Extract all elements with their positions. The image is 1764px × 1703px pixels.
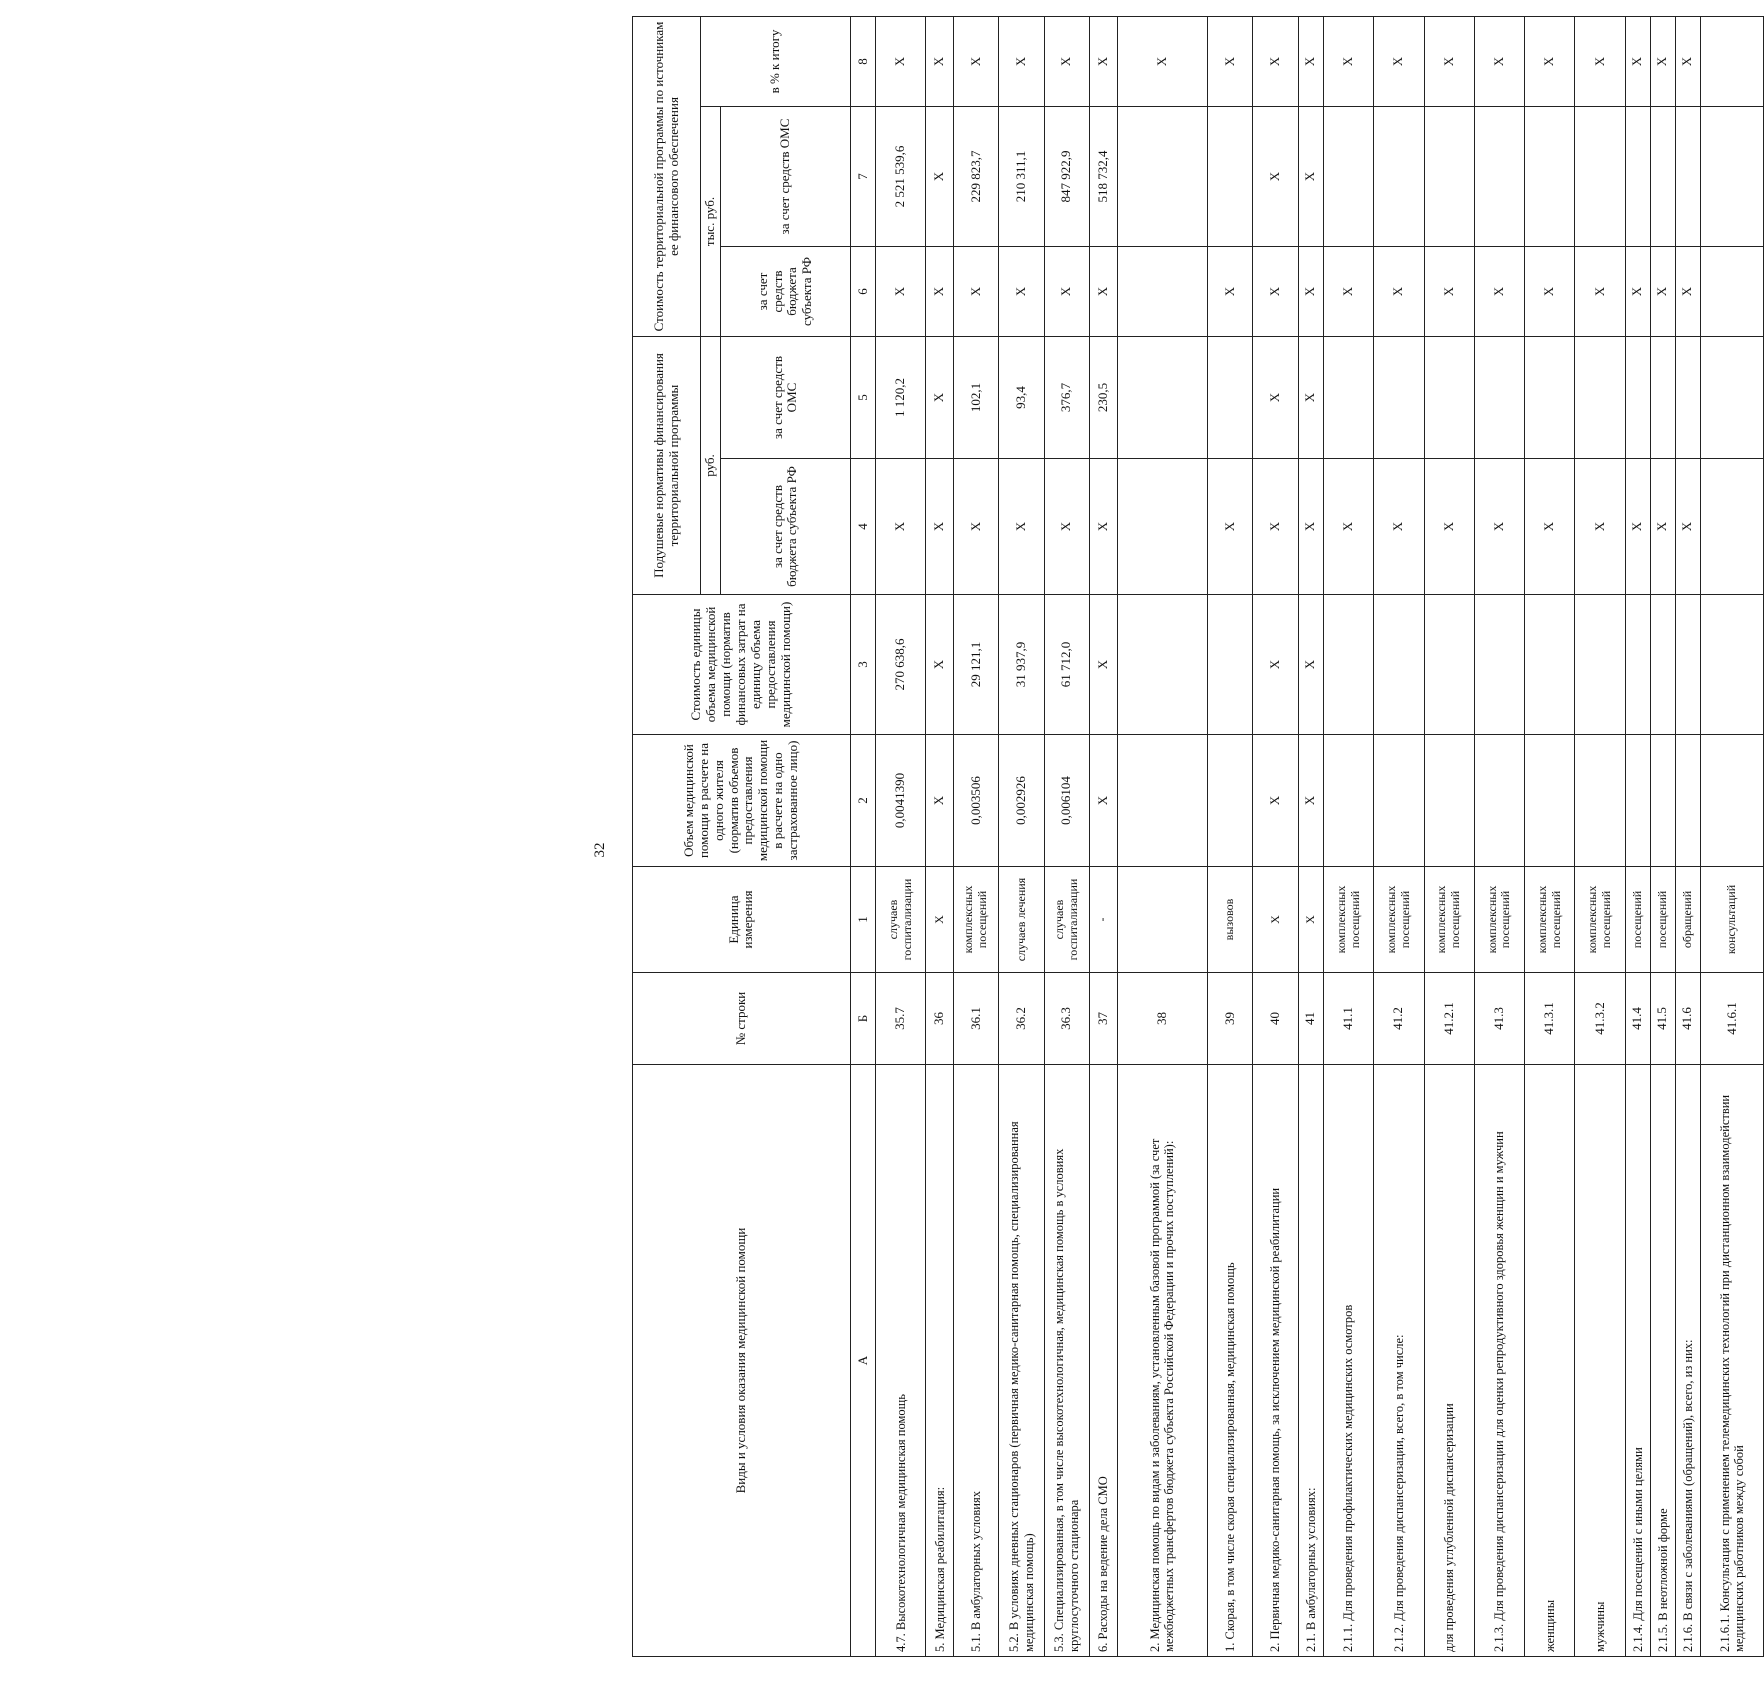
row-number-cell: 39 (1208, 973, 1253, 1065)
row-number-cell: 41.6 (1675, 973, 1700, 1065)
volume-cell: Х (1089, 735, 1117, 867)
percent-cell: Х (1253, 16, 1298, 106)
header-col-a: Виды и условия оказания медицинской помощи (633, 1065, 851, 1657)
cost-oms-cell: 847 922,9 (1044, 107, 1089, 247)
per-capita-budget-cell (1117, 459, 1208, 595)
kind-cell: 2.1.6.1. Консультация с применением телемедицинских технологий при дистанционном взаимодействии медицинских работников между собой (1700, 1065, 1763, 1657)
percent-cell: Х (1323, 16, 1373, 106)
per-capita-oms-cell: Х (926, 337, 954, 459)
volume-cell (1424, 735, 1474, 867)
per-capita-oms-cell: 1 120,2 (876, 337, 926, 459)
per-capita-budget-cell: Х (1089, 459, 1117, 595)
percent-cell: Х (1424, 16, 1474, 106)
table-row (1700, 16, 1763, 1656)
cost-oms-cell: 518 732,4 (1089, 107, 1117, 247)
column-number-row (850, 16, 875, 1656)
col-number: 6 (850, 247, 875, 337)
unit-cost-cell: Х (1089, 595, 1117, 735)
kind-cell: 4.7. Высокотехнологичная медицинская помощь (876, 1065, 926, 1657)
table-row (876, 16, 926, 1656)
cost-oms-cell (1575, 107, 1625, 247)
unit-cell: комплексных посещений (954, 867, 999, 973)
per-capita-budget-cell: Х (999, 459, 1044, 595)
row-number-cell: 41.6.1 (1700, 973, 1763, 1065)
cost-oms-cell: 210 311,1 (999, 107, 1044, 247)
cost-budget-cell: Х (1323, 247, 1373, 337)
percent-cell: Х (1298, 16, 1323, 106)
header-col-b: № строки (633, 973, 851, 1065)
per-capita-oms-cell: Х (1253, 337, 1298, 459)
header-group-678: Стоимость территориальной программы по источникам ее финансового обеспечения (633, 16, 701, 336)
cost-budget-cell: Х (1298, 247, 1323, 337)
kind-cell: для проведения углубленной диспансеризации (1424, 1065, 1474, 1657)
header-col-3: Стоимость единицы объема медицинской помощи (норматив финансовых затрат на единицу объема предоставления медицинской помощи) (633, 595, 851, 735)
per-capita-oms-cell: 376,7 (1044, 337, 1089, 459)
volume-cell (1575, 735, 1625, 867)
per-capita-oms-cell (1700, 337, 1763, 459)
cost-oms-cell (1323, 107, 1373, 247)
unit-cost-cell: Х (1253, 595, 1298, 735)
table-row (1575, 16, 1625, 1656)
volume-cell: 0,002926 (999, 735, 1044, 867)
row-number-cell: 40 (1253, 973, 1298, 1065)
percent-cell: Х (1474, 16, 1524, 106)
unit-cell: комплексных посещений (1575, 867, 1625, 973)
unit-cell (1117, 867, 1208, 973)
unit-cell: Х (926, 867, 954, 973)
row-number-cell: 41 (1298, 973, 1323, 1065)
kind-cell: мужчины (1575, 1065, 1625, 1657)
volume-cell (1474, 735, 1524, 867)
kind-cell: 2.1.2. Для проведения диспансеризации, всего, в том числе: (1374, 1065, 1424, 1657)
unit-cell: комплексных посещений (1525, 867, 1575, 973)
percent-cell: Х (1525, 16, 1575, 106)
row-number-cell: 41.3.2 (1575, 973, 1625, 1065)
unit-cell: Х (1253, 867, 1298, 973)
unit-cost-cell (1650, 595, 1675, 735)
col-number: 1 (850, 867, 875, 973)
table-row (1424, 16, 1474, 1656)
volume-cell (1525, 735, 1575, 867)
table-row (1474, 16, 1524, 1656)
cost-oms-cell (1208, 107, 1253, 247)
percent-cell: Х (999, 16, 1044, 106)
per-capita-oms-cell: 93,4 (999, 337, 1044, 459)
per-capita-oms-cell (1117, 337, 1208, 459)
table-row (1625, 16, 1650, 1656)
unit-cost-cell (1525, 595, 1575, 735)
per-capita-oms-cell (1208, 337, 1253, 459)
percent-cell: Х (1625, 16, 1650, 106)
kind-cell: 5.1. В амбулаторных условиях (954, 1065, 999, 1657)
cost-budget-cell: Х (1575, 247, 1625, 337)
unit-cost-cell (1208, 595, 1253, 735)
kind-cell: 1. Скорая, в том числе скорая специализированная, медицинская помощь (1208, 1065, 1253, 1657)
per-capita-budget-cell: Х (1525, 459, 1575, 595)
volume-cell (1700, 735, 1763, 867)
unit-cost-cell: 270 638,6 (876, 595, 926, 735)
cost-oms-cell (1700, 107, 1763, 247)
per-capita-budget-cell: Х (1675, 459, 1700, 595)
table-row (1089, 16, 1117, 1656)
volume-cell (1323, 735, 1373, 867)
per-capita-oms-cell (1474, 337, 1524, 459)
unit-cost-cell (1424, 595, 1474, 735)
row-number-cell: 41.3 (1474, 973, 1524, 1065)
cost-budget-cell: Х (1525, 247, 1575, 337)
cost-budget-cell: Х (1625, 247, 1650, 337)
cost-budget-cell: Х (1675, 247, 1700, 337)
per-capita-oms-cell (1575, 337, 1625, 459)
unit-cell: комплексных посещений (1474, 867, 1524, 973)
unit-cell: комплексных посещений (1374, 867, 1424, 973)
table-row (1525, 16, 1575, 1656)
cost-budget-cell: Х (1208, 247, 1253, 337)
cost-oms-cell (1625, 107, 1650, 247)
volume-cell: 0,006104 (1044, 735, 1089, 867)
unit-cost-cell (1117, 595, 1208, 735)
unit-cost-cell (1323, 595, 1373, 735)
table-row (999, 16, 1044, 1656)
unit-cell: комплексных посещений (1424, 867, 1474, 973)
unit-cost-cell (1575, 595, 1625, 735)
header-col-1: Единица измерения (633, 867, 851, 973)
per-capita-oms-cell (1525, 337, 1575, 459)
col-number: 8 (850, 16, 875, 106)
percent-cell: Х (876, 16, 926, 106)
cost-budget-cell: Х (954, 247, 999, 337)
unit-cost-cell (1374, 595, 1424, 735)
per-capita-budget-cell: Х (1298, 459, 1323, 595)
col-number: 4 (850, 459, 875, 595)
header-unit-45: руб. (701, 337, 721, 595)
per-capita-budget-cell (1700, 459, 1763, 595)
unit-cost-cell: Х (926, 595, 954, 735)
cost-oms-cell (1424, 107, 1474, 247)
per-capita-budget-cell: Х (1374, 459, 1424, 595)
volume-cell: Х (926, 735, 954, 867)
percent-cell: Х (1374, 16, 1424, 106)
unit-cost-cell: Х (1298, 595, 1323, 735)
per-capita-oms-cell (1323, 337, 1373, 459)
kind-cell: 5.2. В условиях дневных стационаров (первичная медико-санитарная помощь, специализированная медицинская помощь) (999, 1065, 1044, 1657)
unit-cost-cell (1675, 595, 1700, 735)
table-row (1298, 16, 1323, 1656)
header-group-45: Подушевые нормативы финансирования территориальной программы (633, 337, 701, 595)
row-number-cell: 41.1 (1323, 973, 1373, 1065)
cost-budget-cell (1117, 247, 1208, 337)
row-number-cell: 37 (1089, 973, 1117, 1065)
kind-cell: женщины (1525, 1065, 1575, 1657)
volume-cell: Х (1298, 735, 1323, 867)
kind-cell: 2.1.5. В неотложной форме (1650, 1065, 1675, 1657)
per-capita-oms-cell (1675, 337, 1700, 459)
unit-cell: случаев госпитализации (876, 867, 926, 973)
header-unit-67: тыс. руб. (701, 107, 721, 337)
unit-cost-cell: 61 712,0 (1044, 595, 1089, 735)
table-row (926, 16, 954, 1656)
unit-cell: - (1089, 867, 1117, 973)
kind-cell: 5.3. Специализированная, в том числе высокотехнологичная, медицинская помощь в условиях круглосуточного стационара (1044, 1065, 1089, 1657)
financing-table (632, 16, 1764, 1657)
per-capita-oms-cell: 102,1 (954, 337, 999, 459)
percent-cell (1700, 16, 1763, 106)
table-header (633, 16, 851, 1656)
header-col-7: за счет средств ОМС (720, 107, 850, 247)
col-number: 7 (850, 107, 875, 247)
header-col-6: за счет средств бюджета субъекта РФ (720, 247, 850, 337)
table-row (954, 16, 999, 1656)
per-capita-oms-cell (1625, 337, 1650, 459)
cost-budget-cell: Х (1089, 247, 1117, 337)
unit-cell: консультаций (1700, 867, 1763, 973)
volume-cell (1117, 735, 1208, 867)
unit-cell: случаев госпитализации (1044, 867, 1089, 973)
unit-cell: Х (1298, 867, 1323, 973)
per-capita-budget-cell: Х (1650, 459, 1675, 595)
table-row (1650, 16, 1675, 1656)
col-number: Б (850, 973, 875, 1065)
percent-cell: Х (1208, 16, 1253, 106)
cost-oms-cell (1474, 107, 1524, 247)
percent-cell: Х (926, 16, 954, 106)
cost-oms-cell (1374, 107, 1424, 247)
unit-cell: посещений (1625, 867, 1650, 973)
unit-cell: случаев лечения (999, 867, 1044, 973)
col-number: 2 (850, 735, 875, 867)
percent-cell: Х (1117, 16, 1208, 106)
table-body (850, 16, 1763, 1656)
rotated-table-container (632, 17, 1764, 1657)
row-number-cell: 36 (926, 973, 954, 1065)
table-row (1675, 16, 1700, 1656)
unit-cell: вызовов (1208, 867, 1253, 973)
row-number-cell: 36.3 (1044, 973, 1089, 1065)
row-number-cell: 41.2 (1374, 973, 1424, 1065)
cost-budget-cell: Х (1044, 247, 1089, 337)
table-row (1323, 16, 1373, 1656)
per-capita-budget-cell: Х (1424, 459, 1474, 595)
kind-cell: 2. Первичная медико-санитарная помощь, за исключением медицинской реабилитации (1253, 1065, 1298, 1657)
row-number-cell: 41.2.1 (1424, 973, 1474, 1065)
kind-cell: 2.1. В амбулаторных условиях: (1298, 1065, 1323, 1657)
cost-budget-cell: Х (999, 247, 1044, 337)
table-row (1374, 16, 1424, 1656)
header-col-8: в % к итогу (701, 16, 851, 106)
kind-cell: 2.1.3. Для проведения диспансеризации для оценки репродуктивного здоровья женщин и мужчин (1474, 1065, 1524, 1657)
cost-oms-cell (1675, 107, 1700, 247)
percent-cell: Х (1575, 16, 1625, 106)
volume-cell: Х (1253, 735, 1298, 867)
unit-cost-cell (1625, 595, 1650, 735)
per-capita-budget-cell: Х (1044, 459, 1089, 595)
table-row (1208, 16, 1253, 1656)
per-capita-budget-cell: Х (926, 459, 954, 595)
cost-budget-cell: Х (1424, 247, 1474, 337)
cost-oms-cell (1525, 107, 1575, 247)
volume-cell (1374, 735, 1424, 867)
per-capita-budget-cell: Х (1625, 459, 1650, 595)
per-capita-oms-cell: Х (1298, 337, 1323, 459)
percent-cell: Х (1675, 16, 1700, 106)
kind-cell: 2.1.4. Для посещений с иными целями (1625, 1065, 1650, 1657)
row-number-cell: 38 (1117, 973, 1208, 1065)
per-capita-budget-cell: Х (1208, 459, 1253, 595)
unit-cost-cell: 31 937,9 (999, 595, 1044, 735)
per-capita-budget-cell: Х (1323, 459, 1373, 595)
per-capita-budget-cell: Х (1253, 459, 1298, 595)
volume-cell (1625, 735, 1650, 867)
kind-cell: 2. Медицинская помощь по видам и заболеваниям, установленным базовой программой (за счет межбюджетных трансфертов бюджета субъекта Российской Федерации и прочих поступлений): (1117, 1065, 1208, 1657)
percent-cell: Х (1650, 16, 1675, 106)
per-capita-budget-cell: Х (876, 459, 926, 595)
cost-budget-cell: Х (876, 247, 926, 337)
cost-oms-cell: Х (1253, 107, 1298, 247)
cost-oms-cell (1117, 107, 1208, 247)
volume-cell (1208, 735, 1253, 867)
col-number: А (850, 1065, 875, 1657)
cost-budget-cell: Х (1253, 247, 1298, 337)
cost-oms-cell: Х (1298, 107, 1323, 247)
row-number-cell: 36.1 (954, 973, 999, 1065)
per-capita-budget-cell: Х (1474, 459, 1524, 595)
per-capita-oms-cell (1424, 337, 1474, 459)
per-capita-budget-cell: Х (954, 459, 999, 595)
table-row (1044, 16, 1089, 1656)
percent-cell: Х (1044, 16, 1089, 106)
header-col-5: за счет средств ОМС (720, 337, 850, 459)
unit-cell: обращений (1675, 867, 1700, 973)
unit-cost-cell (1700, 595, 1763, 735)
kind-cell: 2.1.1. Для проведения профилактических медицинских осмотров (1323, 1065, 1373, 1657)
percent-cell: Х (1089, 16, 1117, 106)
per-capita-oms-cell (1374, 337, 1424, 459)
volume-cell (1675, 735, 1700, 867)
unit-cell: посещений (1650, 867, 1675, 973)
cost-budget-cell (1700, 247, 1763, 337)
cost-oms-cell: 2 521 539,6 (876, 107, 926, 247)
volume-cell: 0,0041390 (876, 735, 926, 867)
page-number: 32 (591, 842, 608, 858)
row-number-cell: 41.5 (1650, 973, 1675, 1065)
row-number-cell: 35.7 (876, 973, 926, 1065)
per-capita-budget-cell: Х (1575, 459, 1625, 595)
unit-cost-cell (1474, 595, 1524, 735)
row-number-cell: 41.4 (1625, 973, 1650, 1065)
kind-cell: 2.1.6. В связи с заболеваниями (обращений), всего, из них: (1675, 1065, 1700, 1657)
cost-budget-cell: Х (1474, 247, 1524, 337)
kind-cell: 6. Расходы на ведение дела СМО (1089, 1065, 1117, 1657)
unit-cell: комплексных посещений (1323, 867, 1373, 973)
cost-budget-cell: Х (1374, 247, 1424, 337)
row-number-cell: 41.3.1 (1525, 973, 1575, 1065)
unit-cost-cell: 29 121,1 (954, 595, 999, 735)
table-row (1253, 16, 1298, 1656)
kind-cell: 5. Медицинская реабилитация: (926, 1065, 954, 1657)
cost-budget-cell: Х (926, 247, 954, 337)
header-col-2: Объем медицинской помощи в расчете на одного жителя (норматив объемов предоставления медицинской помощи в расчете на одно застрахованное лицо) (633, 735, 851, 867)
per-capita-oms-cell (1650, 337, 1675, 459)
cost-budget-cell: Х (1650, 247, 1675, 337)
per-capita-oms-cell: 230,5 (1089, 337, 1117, 459)
row-number-cell: 36.2 (999, 973, 1044, 1065)
cost-oms-cell: 229 823,7 (954, 107, 999, 247)
col-number: 5 (850, 337, 875, 459)
table-row (1117, 16, 1208, 1656)
volume-cell (1650, 735, 1675, 867)
cost-oms-cell (1650, 107, 1675, 247)
cost-oms-cell: Х (926, 107, 954, 247)
col-number: 3 (850, 595, 875, 735)
volume-cell: 0,003506 (954, 735, 999, 867)
percent-cell: Х (954, 16, 999, 106)
header-col-4: за счет средств бюджета субъекта РФ (720, 459, 850, 595)
